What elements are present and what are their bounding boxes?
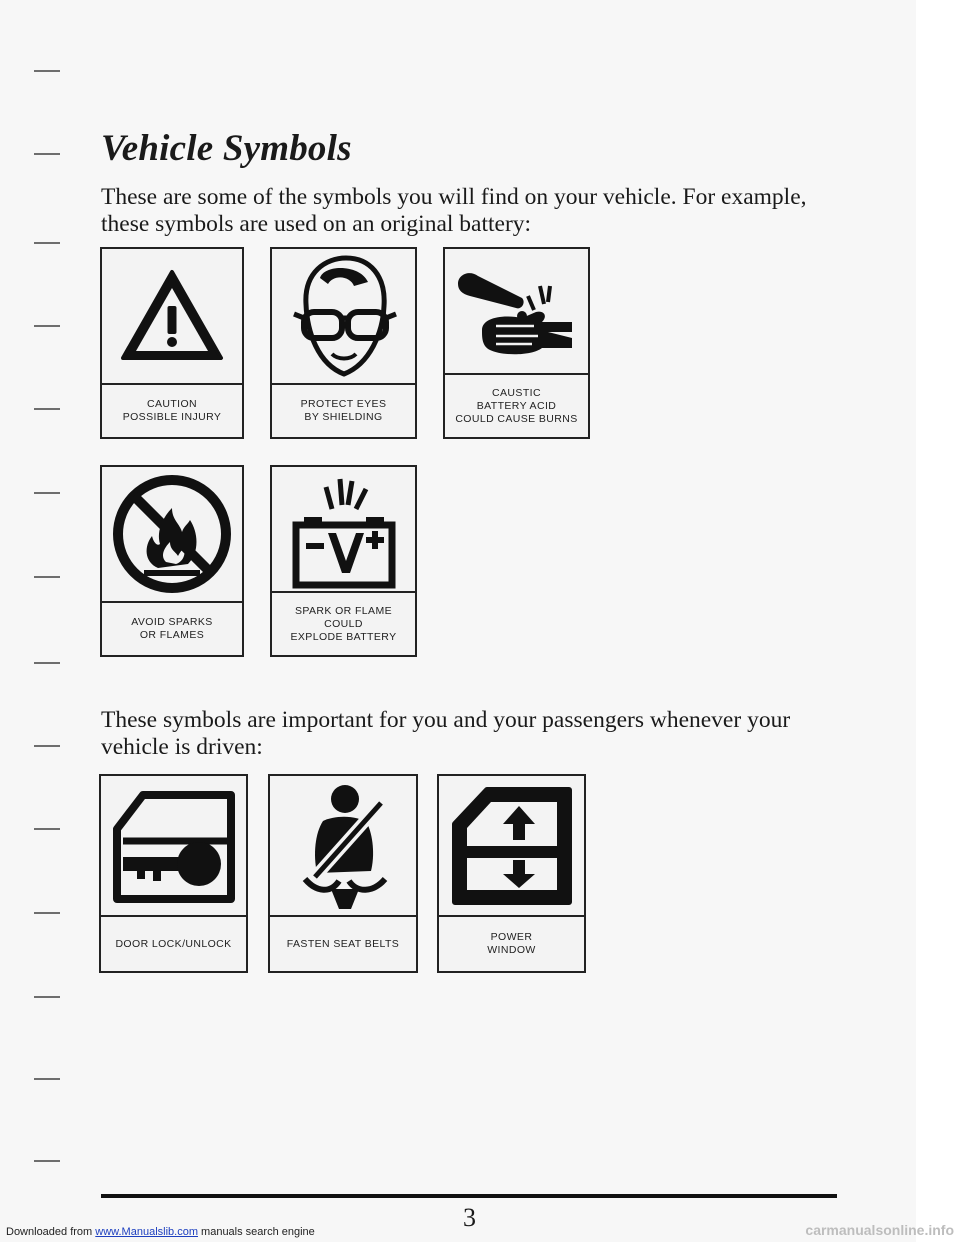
intro-paragraph: These are some of the symbols you will find on your vehicle. For example, these symbols are used on an original battery: — [101, 184, 807, 237]
caustic-acid-hand-icon — [452, 256, 582, 366]
symbol-card-avoid-sparks — [100, 465, 244, 657]
margin-tick — [34, 662, 60, 664]
seat-belt-icon — [283, 781, 403, 911]
symbol-caption: SPARK OR FLAME COULD EXPLODE BATTERY — [290, 604, 397, 643]
symbol-caption: DOOR LOCK/UNLOCK — [115, 937, 232, 950]
footer-rule — [101, 1194, 837, 1198]
margin-tick — [34, 1160, 60, 1162]
symbol-card-caution — [100, 247, 244, 439]
no-flames-icon — [110, 472, 234, 596]
margin-tick — [34, 242, 60, 244]
symbol-card-seat-belts — [268, 774, 418, 973]
symbol-card-protect-eyes — [270, 247, 417, 439]
symbol-caption: AVOID SPARKS OR FLAMES — [131, 616, 213, 641]
margin-tick — [34, 153, 60, 155]
download-footer: Downloaded from www.Manualslib.com manuals search engine — [6, 1226, 315, 1238]
passenger-paragraph: These symbols are important for you and your passengers whenever your vehicle is driven: — [101, 707, 791, 760]
margin-tick — [34, 828, 60, 830]
warning-triangle-icon — [117, 266, 227, 366]
symbol-card-explode-battery — [270, 465, 417, 657]
symbol-card-caustic-acid — [443, 247, 590, 439]
watermark: carmanualsonline.info — [805, 1222, 954, 1238]
power-window-icon — [447, 784, 577, 908]
page-title: Vehicle Symbols — [101, 128, 352, 169]
margin-tick — [34, 70, 60, 72]
margin-tick — [34, 745, 60, 747]
margin-tick — [34, 912, 60, 914]
symbol-caption: CAUSTIC BATTERY ACID COULD CAUSE BURNS — [455, 386, 578, 425]
symbol-card-power-window — [437, 774, 586, 973]
symbol-caption: POWER WINDOW — [487, 931, 536, 956]
page-number: 3 — [463, 1203, 476, 1232]
margin-tick — [34, 408, 60, 410]
symbol-card-door-lock — [99, 774, 248, 973]
margin-tick — [34, 996, 60, 998]
right-margin — [916, 0, 960, 1242]
symbol-caption: PROTECT EYES BY SHIELDING — [300, 398, 387, 423]
protective-goggles-icon — [284, 252, 404, 380]
margin-tick — [34, 325, 60, 327]
battery-explosion-icon — [284, 469, 404, 589]
manualslib-link[interactable]: www.Manualslib.com — [95, 1226, 198, 1238]
symbol-caption: FASTEN SEAT BELTS — [286, 937, 400, 950]
symbol-caption: CAUTION POSSIBLE INJURY — [122, 398, 222, 423]
door-lock-key-icon — [109, 787, 239, 905]
margin-tick — [34, 492, 60, 494]
margin-tick — [34, 1078, 60, 1080]
margin-tick — [34, 576, 60, 578]
